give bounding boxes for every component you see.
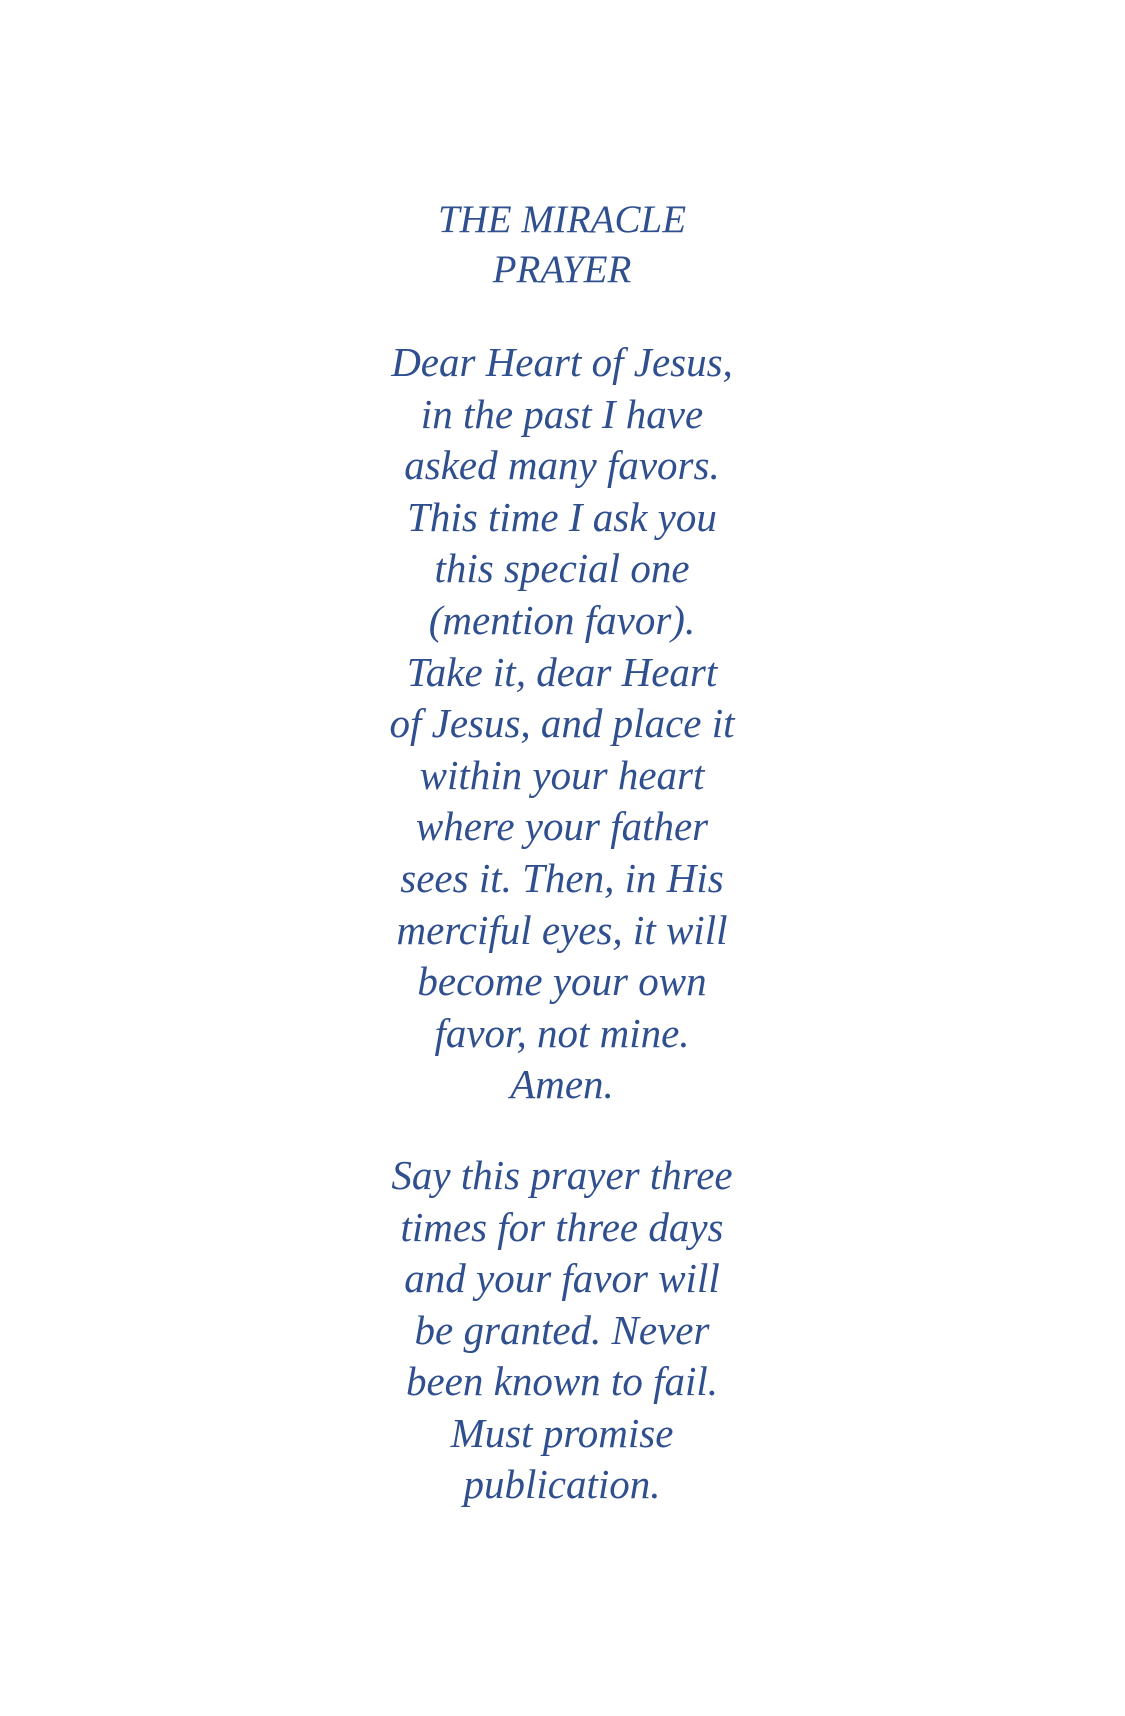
prayer-line: Take it, dear Heart <box>406 648 718 695</box>
instruction-line: publication. <box>463 1461 661 1508</box>
instruction-line: Say this prayer three <box>391 1151 733 1198</box>
prayer-line: become your own <box>417 958 707 1005</box>
prayer-line: Amen. <box>510 1061 614 1108</box>
prayer-line: of Jesus, and place it <box>389 700 735 747</box>
instruction-line: Must promise <box>450 1409 674 1456</box>
prayer-column <box>362 195 762 1511</box>
title-line: THE MIRACLE <box>437 198 687 241</box>
instructions-text <box>362 1150 762 1511</box>
title-line: PRAYER <box>492 248 632 291</box>
prayer-title <box>362 195 762 295</box>
prayer-line: within your heart <box>419 751 705 798</box>
prayer-line: merciful eyes, it will <box>396 906 728 953</box>
prayer-line: Dear Heart of Jesus, <box>391 339 733 385</box>
instruction-line: and your favor will <box>404 1255 720 1302</box>
prayer-line: favor, not mine. <box>434 1009 690 1056</box>
prayer-line: sees it. Then, in His <box>400 854 724 901</box>
prayer-line: this special one <box>434 545 690 592</box>
prayer-line: (mention favor). <box>428 596 696 643</box>
instruction-line: be granted. Never <box>414 1306 710 1353</box>
instruction-line: been known to fail. <box>405 1358 718 1405</box>
prayer-line: in the past I have <box>420 390 704 437</box>
instruction-line: times for three days <box>400 1203 724 1250</box>
paragraph-gap <box>362 1111 762 1150</box>
prayer-line: asked many favors. <box>404 442 720 489</box>
prayer-text <box>362 337 762 1111</box>
prayer-line: where your father <box>415 803 709 850</box>
prayer-line: This time I ask you <box>407 493 717 540</box>
